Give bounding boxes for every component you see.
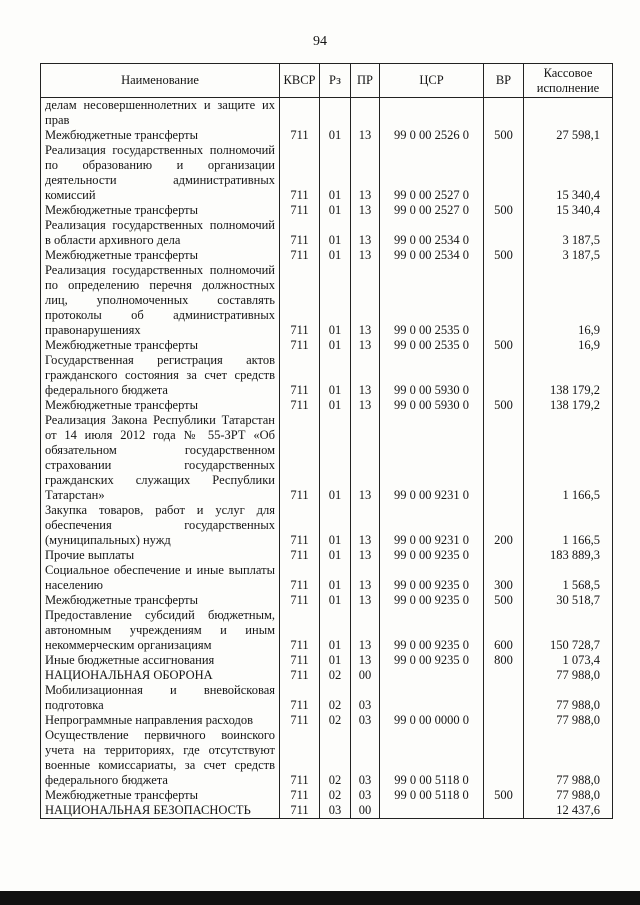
cell-kvsr: 711 xyxy=(280,203,320,218)
cell-pr: 00 xyxy=(351,668,380,683)
table-row xyxy=(41,803,613,819)
cell-amount: 1 166,5 xyxy=(524,413,613,503)
cell-kvsr: 711 xyxy=(280,338,320,353)
cell-vr xyxy=(484,668,524,683)
cell-pr: 13 xyxy=(351,608,380,653)
cell-kvsr: 711 xyxy=(280,503,320,548)
cell-vr xyxy=(484,218,524,248)
header-rz: Рз xyxy=(320,64,351,98)
cell-rz: 01 xyxy=(320,398,351,413)
cell-pr: 13 xyxy=(351,218,380,248)
cell-amount: 3 187,5 xyxy=(524,218,613,248)
cell-csr: 99 0 00 9235 0 xyxy=(380,548,484,563)
cell-csr: 99 0 00 2527 0 xyxy=(380,143,484,203)
cell-kvsr: 711 xyxy=(280,803,320,819)
cell-pr: 13 xyxy=(351,653,380,668)
cell-amount: 77 988,0 xyxy=(524,683,613,713)
cell-name: Реализация государственных полномочий по определению перечня должностных лиц, уполномоченных составлять протоколы об административных правонарушениях xyxy=(41,263,280,338)
scan-bottom-edge xyxy=(0,891,640,905)
table-row xyxy=(41,353,613,398)
cell-pr: 13 xyxy=(351,548,380,563)
cell-amount: 15 340,4 xyxy=(524,143,613,203)
cell-vr xyxy=(484,728,524,788)
cell-rz: 02 xyxy=(320,788,351,803)
cell-amount: 150 728,7 xyxy=(524,608,613,653)
cell-csr: 99 0 00 2534 0 xyxy=(380,218,484,248)
cell-rz: 01 xyxy=(320,128,351,143)
cell-amount: 27 598,1 xyxy=(524,128,613,143)
table-row xyxy=(41,398,613,413)
cell-kvsr: 711 xyxy=(280,713,320,728)
cell-rz: 01 xyxy=(320,548,351,563)
cell-pr: 13 xyxy=(351,128,380,143)
cell-rz: 03 xyxy=(320,803,351,819)
cell-vr xyxy=(484,548,524,563)
cell-vr xyxy=(484,413,524,503)
cell-kvsr: 711 xyxy=(280,248,320,263)
cell-pr: 13 xyxy=(351,593,380,608)
cell-rz: 01 xyxy=(320,653,351,668)
cell-csr xyxy=(380,98,484,129)
cell-name: Реализация Закона Республики Татарстан от 14 июля 2012 года № 55-ЗРТ «Об обязательном государственном страховании государственных гражданских служащих Республики Татарстан» xyxy=(41,413,280,503)
cell-kvsr: 711 xyxy=(280,608,320,653)
table-row xyxy=(41,713,613,728)
cell-kvsr: 711 xyxy=(280,788,320,803)
cell-vr: 300 xyxy=(484,563,524,593)
cell-name: Предоставление субсидий бюджетным, автономным учреждениям и иным некоммерческим организациям xyxy=(41,608,280,653)
cell-amount: 16,9 xyxy=(524,338,613,353)
cell-name: Государственная регистрация актов гражданского состояния за счет средств федерального бюджета xyxy=(41,353,280,398)
cell-rz: 01 xyxy=(320,203,351,218)
cell-vr: 500 xyxy=(484,788,524,803)
cell-pr: 13 xyxy=(351,143,380,203)
cell-kvsr: 711 xyxy=(280,128,320,143)
cell-rz: 01 xyxy=(320,143,351,203)
cell-rz xyxy=(320,98,351,129)
cell-kvsr: 711 xyxy=(280,143,320,203)
cell-kvsr: 711 xyxy=(280,593,320,608)
table-row xyxy=(41,683,613,713)
cell-csr: 99 0 00 5930 0 xyxy=(380,353,484,398)
cell-csr: 99 0 00 5118 0 xyxy=(380,788,484,803)
table-row xyxy=(41,203,613,218)
cell-kvsr xyxy=(280,98,320,129)
cell-name: Межбюджетные трансферты xyxy=(41,593,280,608)
cell-name: Межбюджетные трансферты xyxy=(41,248,280,263)
cell-amount: 15 340,4 xyxy=(524,203,613,218)
cell-rz: 02 xyxy=(320,668,351,683)
cell-pr: 13 xyxy=(351,503,380,548)
cell-rz: 01 xyxy=(320,593,351,608)
cell-csr xyxy=(380,683,484,713)
cell-name: делам несовершеннолетних и защите их прав xyxy=(41,98,280,129)
table-row xyxy=(41,128,613,143)
cell-pr: 13 xyxy=(351,563,380,593)
table-row xyxy=(41,788,613,803)
cell-kvsr: 711 xyxy=(280,563,320,593)
cell-kvsr: 711 xyxy=(280,353,320,398)
cell-vr: 500 xyxy=(484,203,524,218)
cell-vr xyxy=(484,143,524,203)
header-pr: ПР xyxy=(351,64,380,98)
cell-amount: 77 988,0 xyxy=(524,713,613,728)
cell-amount: 16,9 xyxy=(524,263,613,338)
cell-vr: 600 xyxy=(484,608,524,653)
cell-vr xyxy=(484,713,524,728)
table-body xyxy=(41,98,613,819)
table-row xyxy=(41,98,613,129)
cell-kvsr: 711 xyxy=(280,263,320,338)
cell-vr: 500 xyxy=(484,593,524,608)
cell-amount: 77 988,0 xyxy=(524,668,613,683)
cell-vr: 200 xyxy=(484,503,524,548)
table-row xyxy=(41,728,613,788)
cell-csr: 99 0 00 9231 0 xyxy=(380,413,484,503)
cell-pr: 03 xyxy=(351,683,380,713)
cell-vr: 500 xyxy=(484,338,524,353)
table-row xyxy=(41,563,613,593)
cell-csr: 99 0 00 2535 0 xyxy=(380,263,484,338)
cell-vr xyxy=(484,353,524,398)
cell-csr xyxy=(380,668,484,683)
cell-kvsr: 711 xyxy=(280,653,320,668)
cell-csr: 99 0 00 9231 0 xyxy=(380,503,484,548)
cell-name: Реализация государственных полномочий в области архивного дела xyxy=(41,218,280,248)
cell-csr: 99 0 00 5118 0 xyxy=(380,728,484,788)
table-header-row xyxy=(41,64,613,98)
cell-amount: 1 166,5 xyxy=(524,503,613,548)
cell-name: Прочие выплаты xyxy=(41,548,280,563)
cell-pr: 13 xyxy=(351,248,380,263)
cell-csr: 99 0 00 9235 0 xyxy=(380,608,484,653)
header-vr: ВР xyxy=(484,64,524,98)
cell-rz: 01 xyxy=(320,503,351,548)
table-row xyxy=(41,218,613,248)
cell-amount: 183 889,3 xyxy=(524,548,613,563)
cell-amount: 12 437,6 xyxy=(524,803,613,819)
table-row xyxy=(41,263,613,338)
cell-amount: 3 187,5 xyxy=(524,248,613,263)
cell-pr: 03 xyxy=(351,713,380,728)
cell-csr: 99 0 00 2534 0 xyxy=(380,248,484,263)
cell-csr: 99 0 00 2526 0 xyxy=(380,128,484,143)
table-row xyxy=(41,503,613,548)
cell-rz: 01 xyxy=(320,353,351,398)
cell-kvsr: 711 xyxy=(280,548,320,563)
cell-pr: 13 xyxy=(351,338,380,353)
cell-kvsr: 711 xyxy=(280,668,320,683)
header-amount: Кассовое исполнение xyxy=(524,64,613,98)
table-row xyxy=(41,338,613,353)
cell-vr xyxy=(484,683,524,713)
cell-name: Межбюджетные трансферты xyxy=(41,203,280,218)
table-row xyxy=(41,593,613,608)
cell-pr xyxy=(351,98,380,129)
cell-csr: 99 0 00 9235 0 xyxy=(380,593,484,608)
cell-name: Социальное обеспечение и иные выплаты населению xyxy=(41,563,280,593)
cell-amount: 1 073,4 xyxy=(524,653,613,668)
cell-amount: 1 568,5 xyxy=(524,563,613,593)
cell-name: Межбюджетные трансферты xyxy=(41,788,280,803)
cell-vr: 500 xyxy=(484,248,524,263)
cell-rz: 01 xyxy=(320,608,351,653)
cell-name: Мобилизационная и вневойсковая подготовка xyxy=(41,683,280,713)
cell-csr: 99 0 00 9235 0 xyxy=(380,653,484,668)
cell-vr xyxy=(484,98,524,129)
cell-name: Реализация государственных полномочий по образованию и организации деятельности административных комиссий xyxy=(41,143,280,203)
cell-amount: 138 179,2 xyxy=(524,398,613,413)
cell-pr: 03 xyxy=(351,728,380,788)
cell-amount: 30 518,7 xyxy=(524,593,613,608)
budget-table xyxy=(40,63,613,819)
cell-pr: 13 xyxy=(351,263,380,338)
page-number: 94 xyxy=(313,34,327,49)
header-csr: ЦСР xyxy=(380,64,484,98)
cell-kvsr: 711 xyxy=(280,683,320,713)
cell-csr: 99 0 00 5930 0 xyxy=(380,398,484,413)
cell-name: Непрограммные направления расходов xyxy=(41,713,280,728)
table-row xyxy=(41,548,613,563)
cell-csr xyxy=(380,803,484,819)
table-row xyxy=(41,413,613,503)
cell-rz: 01 xyxy=(320,338,351,353)
header-name: Наименование xyxy=(41,64,280,98)
cell-rz: 01 xyxy=(320,248,351,263)
cell-amount: 77 988,0 xyxy=(524,728,613,788)
cell-csr: 99 0 00 2535 0 xyxy=(380,338,484,353)
cell-kvsr: 711 xyxy=(280,398,320,413)
header-kvsr: КВСР xyxy=(280,64,320,98)
table-row xyxy=(41,653,613,668)
cell-vr xyxy=(484,263,524,338)
cell-csr: 99 0 00 2527 0 xyxy=(380,203,484,218)
cell-name: НАЦИОНАЛЬНАЯ ОБОРОНА xyxy=(41,668,280,683)
cell-name: Межбюджетные трансферты xyxy=(41,398,280,413)
cell-pr: 13 xyxy=(351,353,380,398)
cell-name: Межбюджетные трансферты xyxy=(41,338,280,353)
cell-name: Осуществление первичного воинского учета на территориях, где отсутствуют военные комиссариаты, за счет средств федерального бюджета xyxy=(41,728,280,788)
cell-pr: 03 xyxy=(351,788,380,803)
cell-pr: 13 xyxy=(351,398,380,413)
cell-name: Межбюджетные трансферты xyxy=(41,128,280,143)
cell-rz: 01 xyxy=(320,413,351,503)
cell-amount: 77 988,0 xyxy=(524,788,613,803)
cell-kvsr: 711 xyxy=(280,728,320,788)
cell-amount xyxy=(524,98,613,129)
table-row xyxy=(41,668,613,683)
cell-pr: 13 xyxy=(351,203,380,218)
cell-rz: 01 xyxy=(320,263,351,338)
cell-vr: 800 xyxy=(484,653,524,668)
cell-csr: 99 0 00 0000 0 xyxy=(380,713,484,728)
cell-pr: 13 xyxy=(351,413,380,503)
cell-rz: 01 xyxy=(320,563,351,593)
cell-pr: 00 xyxy=(351,803,380,819)
cell-name: НАЦИОНАЛЬНАЯ БЕЗОПАСНОСТЬ xyxy=(41,803,280,819)
cell-vr: 500 xyxy=(484,398,524,413)
cell-amount: 138 179,2 xyxy=(524,353,613,398)
cell-name: Иные бюджетные ассигнования xyxy=(41,653,280,668)
table-row xyxy=(41,248,613,263)
table-row xyxy=(41,143,613,203)
cell-vr: 500 xyxy=(484,128,524,143)
cell-rz: 02 xyxy=(320,683,351,713)
cell-rz: 01 xyxy=(320,218,351,248)
cell-rz: 02 xyxy=(320,713,351,728)
cell-kvsr: 711 xyxy=(280,413,320,503)
cell-rz: 02 xyxy=(320,728,351,788)
cell-csr: 99 0 00 9235 0 xyxy=(380,563,484,593)
cell-kvsr: 711 xyxy=(280,218,320,248)
cell-name: Закупка товаров, работ и услуг для обеспечения государственных (муниципальных) нужд xyxy=(41,503,280,548)
table-row xyxy=(41,608,613,653)
cell-vr xyxy=(484,803,524,819)
